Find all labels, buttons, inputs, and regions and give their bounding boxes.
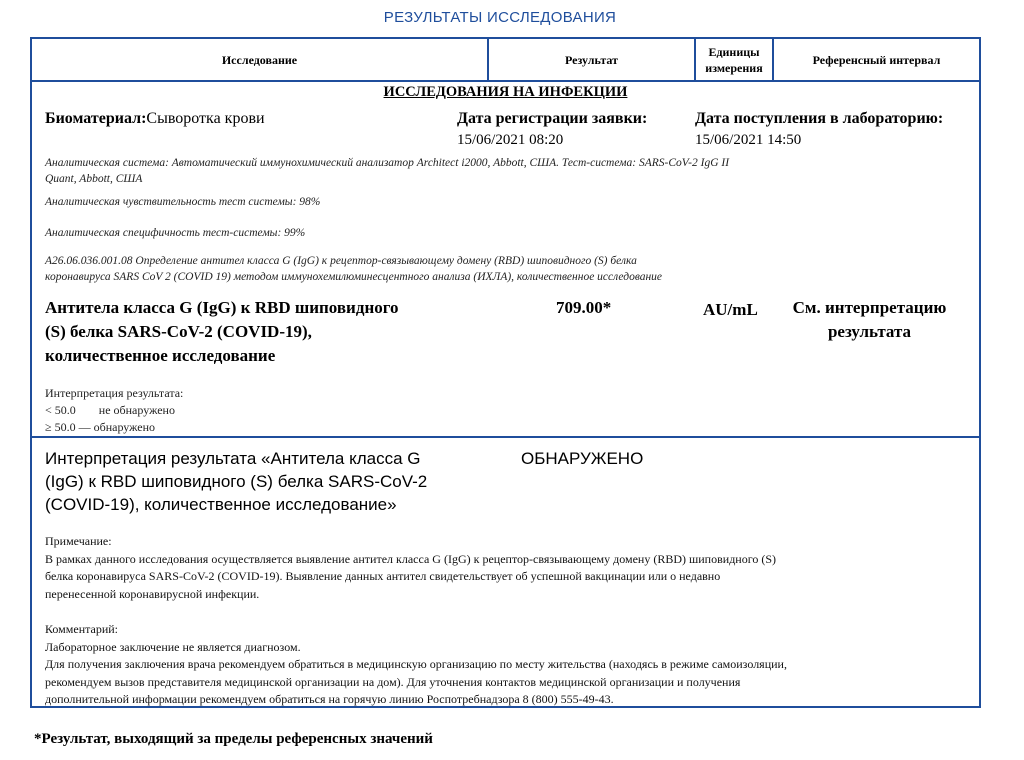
comment-line: рекомендуем вызов представителя медицинской организации на дом). Для уточнения контактов медицинской организации и получения — [45, 674, 741, 689]
range-row: ≥ 50.0 — обнаружено — [45, 420, 156, 434]
comment — [45, 621, 970, 709]
note-line: перенесенной коронавирусной инфекции. — [45, 586, 260, 601]
comment-line: дополнительной информации рекомендуем обратиться на горячую линию Роспотребнадзора 8 (800) 555-49-43. — [45, 692, 614, 706]
test-result: 709.00* — [556, 298, 612, 317]
biomaterial — [45, 110, 265, 128]
biomaterial-value: Сыворотка крови — [146, 110, 265, 127]
range-text: не обнаружено — [98, 403, 175, 417]
test-units: AU/mL — [703, 300, 758, 319]
biomaterial-label: Биоматериал: — [45, 110, 147, 127]
header-units-line2: измерения — [705, 60, 763, 75]
registration-date: 15/06/2021 08:20 — [457, 132, 564, 148]
note-title: Примечание: — [45, 534, 112, 548]
specificity: Аналитическая специфичность тест-системы: 99% — [45, 227, 306, 239]
table-header — [32, 39, 979, 82]
method-line: Quant, Abbott, США — [45, 173, 143, 185]
test-code-line: коронавируса SARS CoV 2 (COVID 19) методом иммунохемилюминесцентного анализа (ИХЛА), количественное исследование — [45, 271, 663, 283]
interpretation-value: ОБНАРУЖЕНО — [521, 449, 644, 468]
test-name — [45, 296, 485, 368]
comment-line: Лабораторное заключение не является диагнозом. — [45, 639, 301, 654]
test-reference-line: См. интерпретацию — [792, 298, 947, 317]
ranges-title: Интерпретация результата: — [45, 386, 184, 400]
arrival-label: Дата поступления в лабораторию: — [695, 110, 944, 127]
interpretation-line: (COVID-19), количественное исследование» — [45, 495, 397, 514]
note-line: белка коронавируса SARS-CoV-2 (COVID-19). Выявление данных антител свидетельствует об успешной вакцинации или о недавно — [45, 569, 721, 583]
comment-line: Для получения заключения врача рекомендуем обратиться в медицинскую организацию по месту жительства (находясь в режиме самоизоляции, — [45, 657, 787, 671]
header-result: Результат — [564, 52, 618, 67]
sensitivity: Аналитическая чувствительность тест системы: 98% — [45, 196, 321, 208]
test-name-line: (S) белка SARS-CoV-2 (COVID-19), — [45, 322, 312, 341]
note — [45, 533, 970, 603]
footer-note: *Результат, выходящий за пределы референсных значений — [34, 731, 433, 747]
results-table — [30, 37, 981, 708]
test-code-line: A26.06.036.001.08 Определение антител класса G (IgG) к рецептор-связывающему домену (RBD) шиповидного (S) белка — [45, 255, 637, 267]
test-code — [45, 253, 965, 285]
test-name-line: количественное исследование — [45, 346, 276, 365]
registration-label: Дата регистрации заявки: — [457, 110, 648, 127]
header-units — [696, 39, 772, 80]
range-row — [45, 402, 183, 419]
header-study: Исследование — [221, 52, 298, 67]
method-description — [45, 155, 965, 187]
range-value: < 50.0 — [45, 403, 76, 417]
interpretation-ranges — [45, 385, 183, 436]
comment-title: Комментарий: — [45, 622, 119, 636]
section-title: ИССЛЕДОВАНИЯ НА ИНФЕКЦИИ — [383, 84, 628, 100]
interpretation-line: (IgG) к RBD шиповидного (S) белка SARS-CoV-2 — [45, 472, 428, 491]
note-line: В рамках данного исследования осуществляется выявление антител класса G (IgG) к рецептор-связывающему домену (RBD) шиповидного (S) — [45, 551, 777, 566]
test-reference — [772, 296, 967, 344]
header-units-line1: Единицы — [708, 44, 760, 59]
interpretation-label — [45, 447, 505, 516]
test-reference-line: результата — [827, 322, 912, 341]
test-name-line: Антитела класса G (IgG) к RBD шиповидного — [45, 298, 399, 317]
interpretation-line: Интерпретация результата «Антитела класса G — [45, 449, 421, 468]
row-divider — [32, 436, 979, 438]
method-line: Аналитическая система: Автоматический иммунохимический анализатор Architect i2000, Abbott, США. Тест-система: SARS-CoV-2 IgG II — [45, 157, 730, 169]
page-title: РЕЗУЛЬТАТЫ ИССЛЕДОВАНИЯ — [383, 9, 617, 26]
arrival-date: 15/06/2021 14:50 — [695, 132, 802, 148]
header-reference: Референсный интервал — [812, 52, 941, 67]
